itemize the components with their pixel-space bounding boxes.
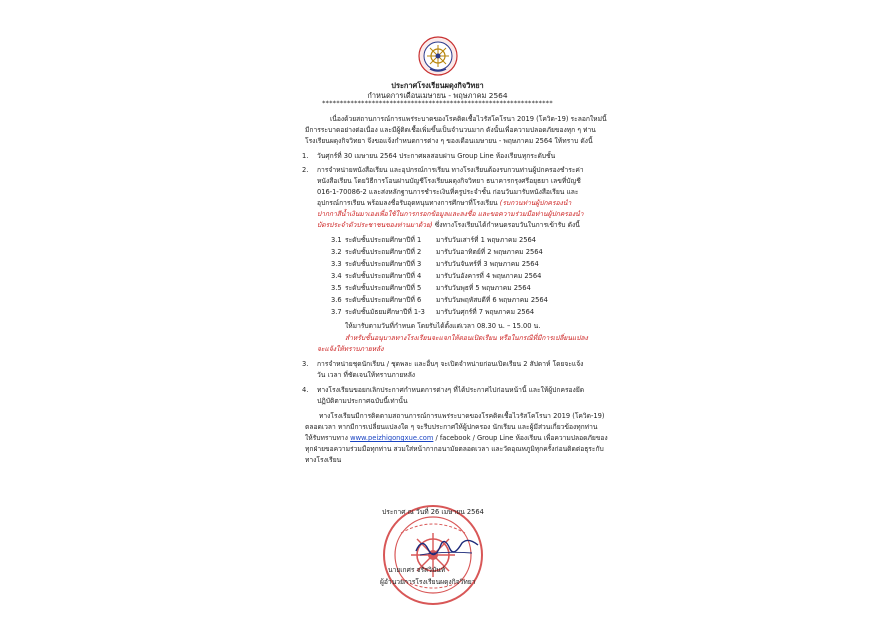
item-number: 2. xyxy=(302,166,309,174)
schedule-date: มารับวันจันทร์ที่ 3 พฤษภาคม 2564 xyxy=(436,260,539,268)
time-note: ให้มารับตามวันที่กำหนด โดยรับได้ตั้งแต่เวลา 08.30 น. – 15.00 น. xyxy=(345,322,541,330)
announcement-date: ประกาศ ณ วันที่ 26 เมษายน 2564 xyxy=(382,508,484,516)
schedule-no: 3.7 xyxy=(331,308,342,316)
announcement-title: ประกาศโรงเรียนผดุงกิจวิทยา xyxy=(391,81,484,90)
item-2-line: 016-1-70086-2 และส่งหลักฐานการชำระเงินที่ครูประจำชั้น ก่อนวันมารับหนังสือเรียน และ xyxy=(317,188,579,196)
school-emblem-icon xyxy=(418,36,458,76)
item-3-line: การจำหน่ายชุดนักเรียน / ชุดพละ และอื่นๆ จะเปิดจำหน่ายก่อนเปิดเรียน 2 สัปดาห์ โดยจะแจ้ง xyxy=(317,360,584,368)
schedule-date: มารับวันพุธที่ 5 พฤษภาคม 2564 xyxy=(436,284,531,292)
closing-line: ตลอดเวลา หากมีการเปลี่ยนแปลงใด ๆ จะรีบประกาศให้ผู้ปกครอง นักเรียน และผู้มีส่วนเกี่ยวข้องทุกท่าน xyxy=(305,423,598,431)
star-divider: ***************************************************************** xyxy=(322,99,553,107)
schedule-level: ระดับชั้นมัธยมศึกษาปีที่ 1-3 xyxy=(345,308,425,316)
schedule-level: ระดับชั้นประถมศึกษาปีที่ 6 xyxy=(345,296,422,304)
schedule-no: 3.3 xyxy=(331,260,342,268)
schedule-level: ระดับชั้นประถมศึกษาปีที่ 5 xyxy=(345,284,422,292)
item-number: 1. xyxy=(302,152,309,160)
schedule-level: ระดับชั้นประถมศึกษาปีที่ 3 xyxy=(345,260,422,268)
item-2-line-text: อุปกรณ์การเรียน พร้อมลงชื่อรับอุดหนุนทางการศึกษาที่โรงเรียน xyxy=(317,199,498,207)
schedule-no: 3.4 xyxy=(331,272,342,280)
item-number: 3. xyxy=(302,360,309,368)
intro-line: เนื่องด้วยสถานการณ์การแพร่ระบาดของโรคติดเชื้อไวรัสโคโรนา 2019 (โควิด-19) ระลอกใหม่นี้ xyxy=(330,115,607,123)
announcement-subtitle: กำหนดการเดือนเมษายน - พฤษภาคม 2564 xyxy=(367,91,508,100)
signer-position: ผู้อำนวยการโรงเรียนผดุงกิจวิทยา xyxy=(380,578,476,586)
schedule-date: มารับวันศุกร์ที่ 7 พฤษภาคม 2564 xyxy=(436,308,535,316)
schedule-no: 3.6 xyxy=(331,296,342,304)
item-2-line: การจำหน่ายหนังสือเรียน และอุปกรณ์การเรียน ทางโรงเรียนต้องรบกวนท่านผู้ปกครองชำระค่า xyxy=(317,166,584,174)
schedule-no: 3.5 xyxy=(331,284,342,292)
item-4-line: ปฏิบัติตามประกาศฉบับนี้เท่านั้น xyxy=(317,397,408,405)
closing-line xyxy=(305,434,608,444)
item-2-line-text: ซึ่งทางโรงเรียนได้กำหนดรอบวันในการเข้ารับ ดังนี้ xyxy=(434,221,580,229)
item-1-text: วันศุกร์ที่ 30 เมษายน 2564 ประกาศผลสอบผ่าน Group Line ห้องเรียนทุกระดับชั้น xyxy=(317,152,556,160)
intro-line: โรงเรียนผดุงกิจวิทยา จึงขอแจ้งกำหนดการต่าง ๆ ของเดือนเมษายน - พฤษภาคม 2564 ให้ทราบ ดังนี้ xyxy=(305,137,593,145)
schedule-date: มารับวันอังคารที่ 4 พฤษภาคม 2564 xyxy=(436,272,542,280)
item-2-line xyxy=(317,199,571,209)
kindergarten-note: จะแจ้งให้ทราบภายหลัง xyxy=(317,345,384,353)
schedule-date: มารับวันเสาร์ที่ 1 พฤษภาคม 2564 xyxy=(436,236,537,244)
schedule-no: 3.1 xyxy=(331,236,342,244)
item-2-line: หนังสือเรียน โดยวิธีการโอนผ่านบัญชีโรงเรียนผดุงกิจวิทยา ธนาคารกรุงศรีอยุธยา เลขที่บัญชี xyxy=(317,177,581,185)
closing-text: / facebook / Group Line ห้องเรียน เพื่อความปลอดภัยของ xyxy=(435,434,608,442)
website-link[interactable]: www.peizhigongxue.com xyxy=(350,434,434,442)
kindergarten-note: สำหรับชั้นอนุบาลทางโรงเรียนจะแจกให้ตอนเปิดเรียน หรือในกรณีที่มีการเปลี่ยนแปลง xyxy=(345,334,588,342)
item-2-line xyxy=(317,221,580,231)
schedule-no: 3.2 xyxy=(331,248,342,256)
item-2-red-note: (รบกวนท่านผู้ปกครองนำ xyxy=(499,199,572,207)
closing-text: ให้รับทราบทาง xyxy=(305,434,348,442)
item-2-red-note: บัตรประจำตัวประชาชนของท่านมาด้วย) xyxy=(317,221,433,229)
schedule-date: มารับวันพฤหัสบดีที่ 6 พฤษภาคม 2564 xyxy=(436,296,548,304)
closing-line: ทางโรงเรียนมีการติดตามสถานการณ์การแพร่ระบาดของโรคติดเชื้อไวรัสโคโรนา 2019 (โควิด-19) xyxy=(319,412,605,420)
intro-line: มีการระบาดอย่างต่อเนื่อง และมีผู้ติดเชื้อเพิ่มขึ้นเป็นจำนวนมาก ดังนั้นเพื่อความปลอดภัยของทุก ๆ ท่าน xyxy=(305,126,596,134)
schedule-level: ระดับชั้นประถมศึกษาปีที่ 2 xyxy=(345,248,422,256)
closing-line: ทางโรงเรียน xyxy=(305,456,342,464)
item-3-line: วัน เวลา ที่ชัดเจนให้ทราบภายหลัง xyxy=(317,371,416,379)
item-4-line: ทางโรงเรียนขอยกเลิกประกาศกำหนดการต่างๆ ที่ได้ประกาศไปก่อนหน้านี้ และให้ผู้ปกครองยึด xyxy=(317,386,585,394)
signer-name: นายเกศร จรัสวิมันท์ xyxy=(388,566,446,574)
schedule-level: ระดับชั้นประถมศึกษาปีที่ 1 xyxy=(345,236,422,244)
signature-icon xyxy=(412,531,482,561)
item-number: 4. xyxy=(302,386,309,394)
schedule-date: มารับวันอาทิตย์ที่ 2 พฤษภาคม 2564 xyxy=(436,248,543,256)
schedule-level: ระดับชั้นประถมศึกษาปีที่ 4 xyxy=(345,272,422,280)
item-2-red-note: ปากกาสีน้ำเงินมาเองเพื่อใช้ในการกรอกข้อมูลและลงชื่อ และขอความร่วมมือท่านผู้ปกครองนำ xyxy=(317,210,584,218)
closing-line: ทุกฝ่ายขอความร่วมมือทุกท่าน สวมใส่หน้ากากอนามัยตลอดเวลา และวัดอุณหภูมิทุกครั้งก่อนติดต่อธุระกับ xyxy=(305,445,604,453)
